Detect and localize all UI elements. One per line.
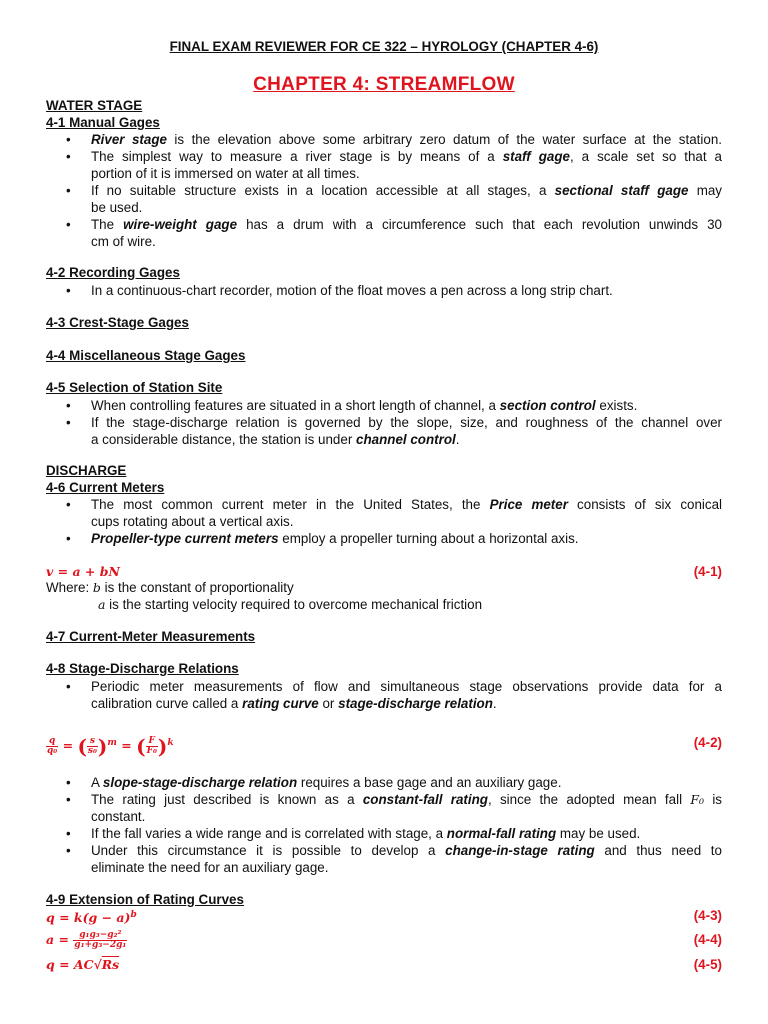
subsection-4-6: 4-6 Current Meters [46,480,165,495]
bullet-icon: • [66,775,71,790]
bullet-icon: • [66,398,71,413]
equation-4-5 [46,956,722,973]
subsection-4-5: 4-5 Selection of Station Site [46,380,223,395]
bullet-icon: • [66,132,71,147]
bullet-text: In a continuous-chart recorder, motion of the float moves a pen across a long strip chart. [91,283,613,298]
equation-number: (4-5) [693,957,722,972]
bullet-icon: • [66,415,71,430]
bullet-text: If the fall varies a wide range and is correlated with stage, a normal-fall rating may be used. [91,826,641,841]
equation-text: $q = k(g - a)^b$ [46,910,137,926]
chapter-title: CHAPTER 4: STREAMFLOW [253,74,515,95]
bullet-icon: • [66,149,71,164]
bullet-icon: • [66,843,71,858]
bullet-icon: • [66,679,71,694]
document-header: FINAL EXAM REVIEWER FOR CE 322 – HYROLOGY (CHAPTER 4-6) [169,39,599,54]
where-a: a is the starting velocity required to overcome mechanical friction [98,597,483,612]
bullet-text: a considerable distance, the station is under channel control. [91,432,460,447]
equation-text: $\frac{q}{\text{q₀}}$ = ( $\frac{s}{\text{s₀}}$ )$^m$ = ( $\frac{F}{\text{F₀}}$ )$^k$ [47,734,174,759]
section-discharge: DISCHARGE [46,463,127,478]
bullet-text: Propeller-type current meters employ a propeller turning about a horizontal axis. [91,531,579,546]
bullet-text: Under this circumstance it is possible to develop a change-in-stage rating and thus need to [91,843,722,858]
bullet-text: portion of it is immersed on water at all times. [91,166,360,181]
bullet-text: eliminate the need for an auxiliary gage. [91,860,329,875]
bullet-icon: • [66,283,71,298]
bullet-text: The most common current meter in the United States, the Price meter consists of six conical [91,497,723,512]
bullet-text: The simplest way to measure a river stage is by means of a staff gage, a scale set so that a [91,149,722,164]
bullet-text: The wire-weight gage has a drum with a circumference such that each revolution unwinds 30 [91,217,722,232]
bullet-icon: • [66,217,71,232]
bullet-text: be used. [91,200,143,215]
subsection-4-7: 4-7 Current-Meter Measurements [46,629,256,644]
bullet-icon: • [66,531,71,546]
equation-4-3 [46,907,722,926]
subsection-4-2: 4-2 Recording Gages [46,265,180,280]
equation-number: (4-1) [693,564,722,579]
equation-text: q = AC√Rs [46,957,120,972]
bullet-text: cm of wire. [91,234,156,249]
bullet-text: River stage is the elevation above some arbitrary zero datum of the water surface at the station. [91,132,722,147]
bullet-text: Periodic meter measurements of flow and simultaneous stage observations provide data for a [91,679,722,694]
equation-4-1 [46,563,722,580]
bullet-text: constant. [91,809,146,824]
bullet-text: When controlling features are situated in a short length of channel, a section control exists. [91,398,638,413]
equation-text: a = $\frac{\text{g₁g₃−g₂²}}{\text{g₁+g₃−2g₁}}$ [46,930,127,950]
equation-number: (4-2) [693,735,722,750]
equation-4-2 [46,728,722,758]
bullet-text: A slope-stage-discharge relation requires a base gage and an auxiliary gage. [91,775,562,790]
equation-4-4 [46,928,722,952]
bullet-icon: • [66,497,71,512]
bullet-icon: • [66,826,71,841]
bullet-text: If no suitable structure exists in a location accessible at all stages, a sectional staff gage may [91,183,722,198]
subsection-4-1: 4-1 Manual Gages [46,115,160,130]
subsection-4-3: 4-3 Crest-Stage Gages [46,315,189,330]
section-water-stage: WATER STAGE [46,98,143,113]
equation-number: (4-4) [693,932,722,947]
bullet-text: calibration curve called a rating curve or stage-discharge relation. [91,696,497,711]
bullet-icon: • [66,792,71,807]
subsection-4-9: 4-9 Extension of Rating Curves [46,892,244,907]
subsection-4-8: 4-8 Stage-Discharge Relations [46,661,239,676]
bullet-text: If the stage-discharge relation is governed by the slope, size, and roughness of the channel over [91,415,722,430]
where-b: Where: b is the constant of proportionality [46,580,294,595]
equation-number: (4-3) [693,908,722,923]
bullet-text: cups rotating about a vertical axis. [91,514,294,529]
bullet-icon: • [66,183,71,198]
equation-text: v = a + bN [46,564,120,579]
bullet-text: The rating just described is known as a constant-fall rating, since the adopted mean fall F₀ is [91,792,722,807]
subsection-4-4: 4-4 Miscellaneous Stage Gages [46,348,246,363]
